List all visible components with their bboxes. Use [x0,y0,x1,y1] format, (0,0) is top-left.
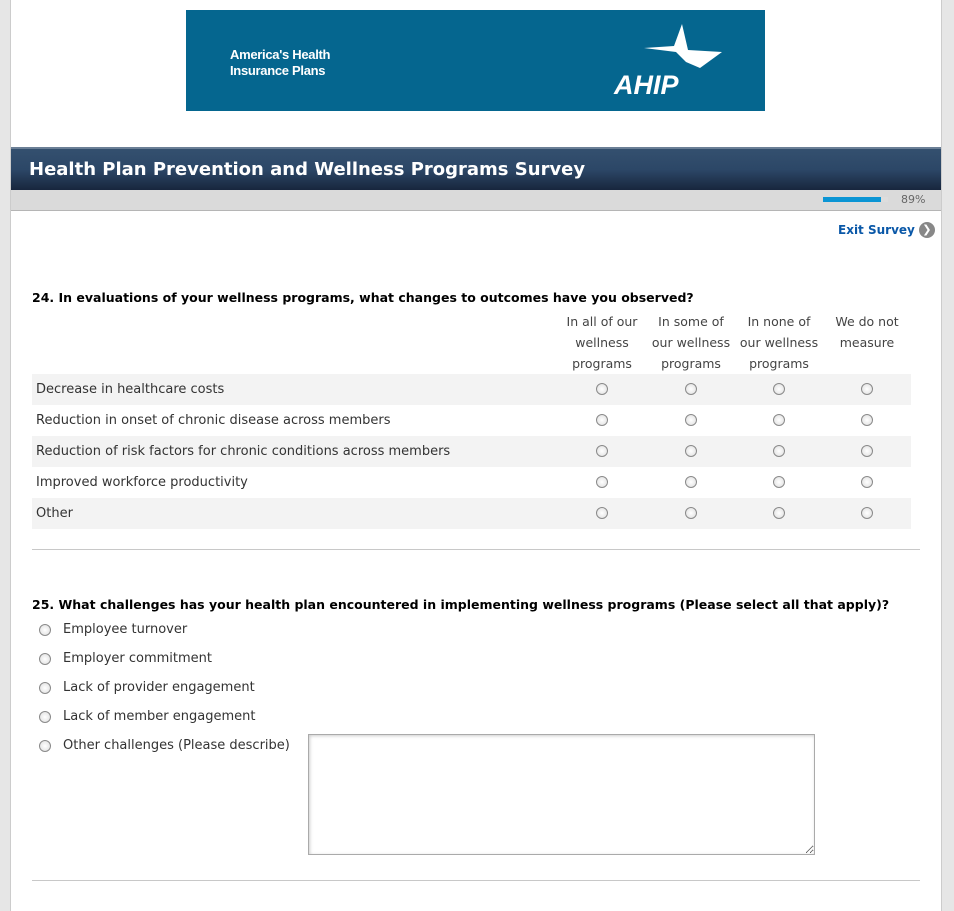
matrix-row [32,436,911,467]
matrix-radio[interactable] [685,445,697,457]
star-icon [614,22,726,72]
exit-survey-label: Exit Survey [838,223,915,237]
matrix-radio[interactable] [685,414,697,426]
matrix-radio[interactable] [773,507,785,519]
column-header-line: programs [749,356,809,371]
divider [32,549,920,550]
row-label: Improved workforce productivity [36,475,248,490]
option-radio[interactable] [39,682,51,694]
column-header-line: our wellness [651,335,731,350]
ahip-logo [614,22,726,102]
matrix-radio[interactable] [773,414,785,426]
column-header-line: In none of [747,314,811,329]
column-header [735,311,823,374]
ahip-banner [186,10,765,111]
column-header [558,311,646,374]
progress-bar [823,197,888,202]
row-label: Decrease in healthcare costs [36,382,225,397]
matrix-row [32,405,911,436]
option-radio[interactable] [39,653,51,665]
progress-percent: 89% [901,193,926,206]
matrix-radio[interactable] [685,383,697,395]
column-header-line: We do not [835,314,899,329]
matrix-radio[interactable] [596,445,608,457]
survey-title: Health Plan Prevention and Wellness Programs Survey [29,159,586,180]
survey-page [10,0,942,911]
other-challenges-textarea[interactable] [308,734,815,855]
column-header-line: measure [839,335,895,350]
column-header-line: programs [572,356,632,371]
option-radio[interactable] [39,740,51,752]
option-radio[interactable] [39,624,51,636]
column-header-line: wellness [575,335,629,350]
matrix-radio[interactable] [773,476,785,488]
column-header-line: In some of [658,314,724,329]
matrix-radio[interactable] [685,476,697,488]
matrix-radio[interactable] [596,476,608,488]
matrix-row [32,374,911,405]
progress-area [11,190,941,211]
divider [32,880,920,881]
title-bar [11,147,941,190]
matrix-radio[interactable] [596,414,608,426]
option-label: Lack of provider engagement [63,680,255,695]
question-25-text: 25. What challenges has your health plan encountered in implementing wellness programs (Please select all that apply)? [32,597,890,612]
column-header-line: our wellness [739,335,819,350]
option-radio[interactable] [39,711,51,723]
org-name-line1: America's Health [230,47,331,62]
org-name [230,47,330,79]
option-label: Lack of member engagement [63,709,256,724]
question-24-text: 24. In evaluations of your wellness programs, what changes to outcomes have you observed? [32,290,694,305]
option-label: Employee turnover [63,622,188,637]
org-name-line2: Insurance Plans [230,63,326,78]
column-header-line: In all of our [566,314,638,329]
matrix-radio[interactable] [861,507,873,519]
matrix-radio[interactable] [773,445,785,457]
progress-fill [823,197,881,202]
logo-text: AHIP [614,70,679,100]
matrix-radio[interactable] [685,507,697,519]
matrix-radio[interactable] [861,414,873,426]
option-label: Other challenges (Please describe) [63,738,290,753]
matrix-radio[interactable] [861,445,873,457]
row-label: Reduction in onset of chronic disease across members [36,413,391,428]
row-label: Reduction of risk factors for chronic conditions across members [36,444,451,459]
matrix-radio[interactable] [773,383,785,395]
column-header [823,311,911,353]
row-label: Other [36,506,73,521]
matrix-radio[interactable] [596,507,608,519]
option-label: Employer commitment [63,651,212,666]
matrix-radio[interactable] [861,476,873,488]
chevron-right-icon: ❯ [919,222,935,238]
column-header [647,311,735,374]
exit-survey-link[interactable] [838,222,935,238]
matrix-radio[interactable] [596,383,608,395]
matrix-radio[interactable] [861,383,873,395]
column-header-line: programs [661,356,721,371]
matrix-row [32,467,911,498]
matrix-row [32,498,911,529]
